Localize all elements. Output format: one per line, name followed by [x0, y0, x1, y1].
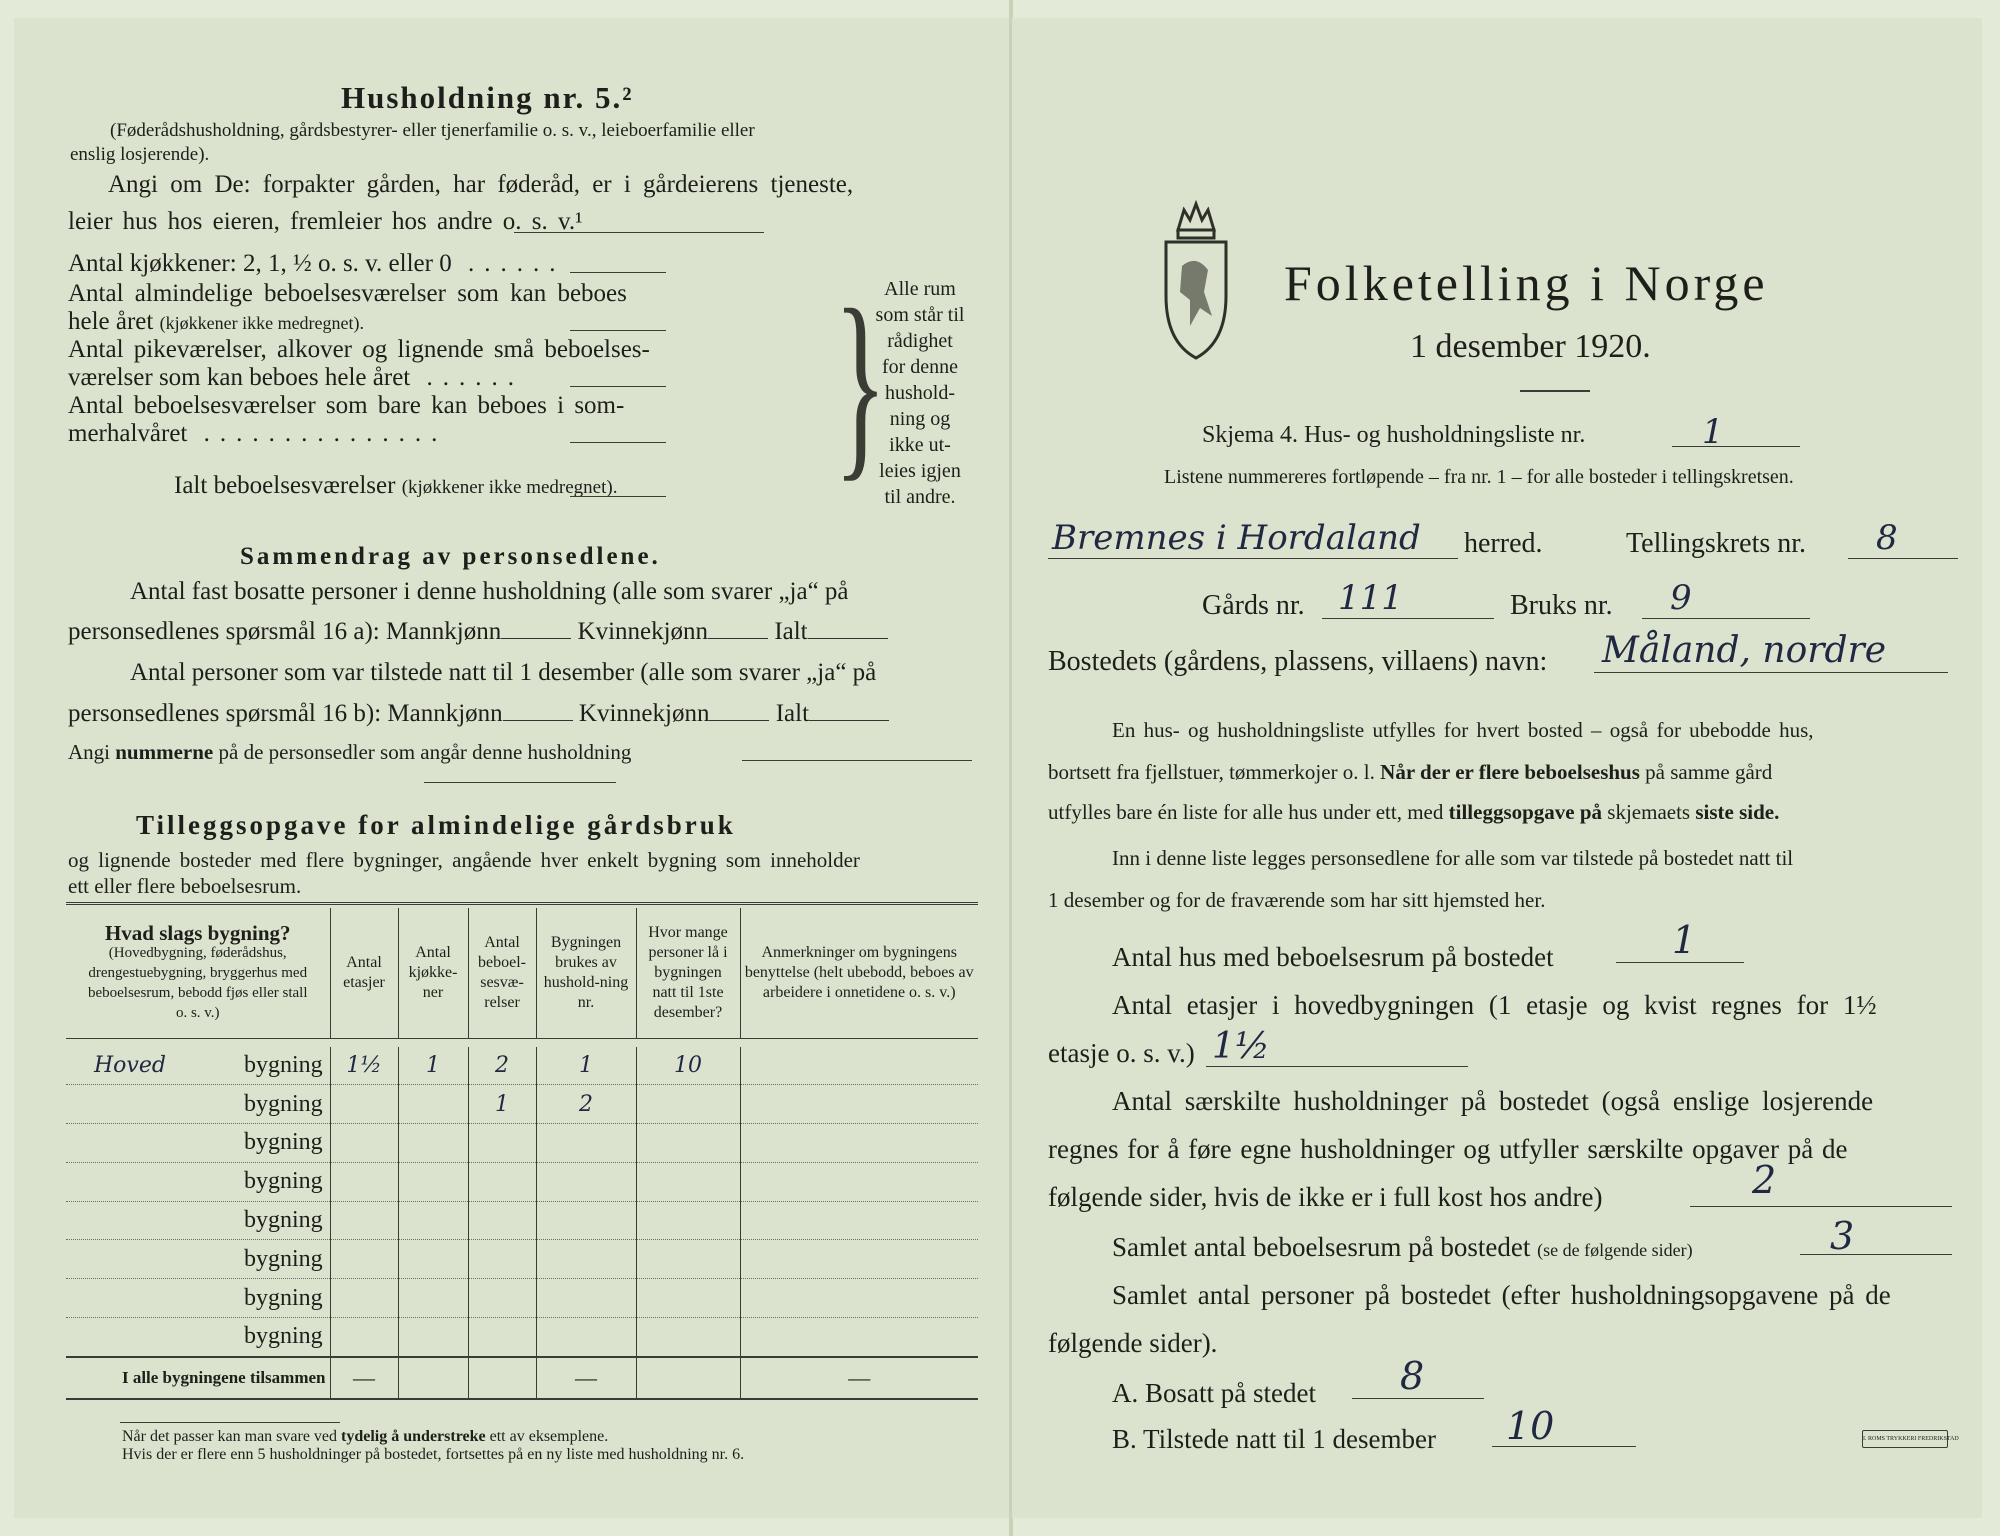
building-rooms-cell[interactable] — [468, 1240, 536, 1279]
household-note: (Føderådshusholdning, gårdsbestyrer- eller tjenerfamilie o. s. v., leieboerfamilie eller — [110, 120, 755, 141]
building-floors-cell[interactable] — [330, 1085, 398, 1124]
header-household: Bygningen brukes av hushold-ning nr. — [536, 908, 636, 1038]
instructions-2: bortsett fra fjellstuer, tømmerkojer o. l. Når der er flere beboelseshus på samme gård — [1048, 760, 1773, 784]
resident-value[interactable]: 8 — [1400, 1354, 1425, 1398]
building-rooms-cell[interactable] — [468, 1318, 536, 1357]
building-row — [66, 1047, 978, 1085]
total-rooms — [468, 1357, 536, 1399]
resident-persons: Antal fast bosatte personer i denne husholdning (alle som svarer „ja“ på — [130, 578, 849, 605]
building-kitchens-cell[interactable] — [398, 1162, 468, 1201]
printer-stamp: I. ROMS TRYKKERI FREDRIKSTAD — [1862, 1430, 1948, 1448]
building-type-cell[interactable] — [66, 1201, 330, 1240]
person-numbers: Angi nummerne på de personsedler som angår denne husholdning — [68, 740, 632, 764]
building-floors-cell[interactable] — [330, 1318, 398, 1357]
building-rooms-cell[interactable] — [468, 1201, 536, 1240]
households-label-2: regnes for å føre egne husholdninger og utfyller særskilte opgaver på de — [1048, 1134, 1848, 1164]
resident-persons-2: personsedlenes spørsmål 16 a): Mannkjønn Kvinnekjønn Ialt — [68, 618, 888, 646]
rooms-label: Samlet antal beboelsesrum på bostedet (se de følgende sider) — [1112, 1232, 1693, 1262]
floors-label: Antal etasjer i hovedbygningen (1 etasje og kvist regnes for 1½ — [1112, 990, 1877, 1020]
building-persons-cell[interactable] — [636, 1279, 740, 1318]
floors-value[interactable]: 1½ — [1212, 1026, 1270, 1067]
summer-rooms-label-2: merhalvåret ............... — [68, 420, 448, 447]
total-row-label: I alle bygningene tilsammen — [66, 1357, 330, 1399]
building-household-cell[interactable] — [536, 1124, 636, 1163]
building-type-value: Hoved — [94, 1052, 166, 1078]
building-suffix: bygning — [244, 1051, 323, 1078]
building-kitchens-cell[interactable] — [398, 1085, 468, 1124]
building-rooms-cell[interactable] — [468, 1124, 536, 1163]
building-remarks-cell[interactable] — [740, 1318, 978, 1357]
maid-rooms-label: Antal pikeværelser, alkover og lignende små beboelses- — [68, 336, 650, 363]
building-row — [66, 1279, 978, 1318]
building-suffix: bygning — [244, 1284, 323, 1311]
building-type-cell[interactable] — [66, 1047, 330, 1085]
footnote-2: Hvis der er flere enn 5 husholdninger på bostedet, fortsettes på en ny liste med husholdning nr. 6. — [122, 1446, 745, 1463]
rooms-value[interactable]: 3 — [1830, 1214, 1855, 1258]
building-floors-cell[interactable] — [330, 1240, 398, 1279]
households-label-3: følgende sider, hvis de ikke er i full kost hos andre) — [1048, 1182, 1603, 1212]
krets-label: Tellingskrets nr. — [1626, 528, 1807, 559]
schema-number[interactable]: 1 — [1702, 412, 1724, 452]
resident-label: A. Bosatt på stedet — [1112, 1378, 1316, 1408]
bruks-label: Bruks nr. — [1510, 590, 1613, 621]
side-note: Alle rum som står til rådighet for denne hushold- ning og ikke ut- leies igjen til andre. — [875, 278, 965, 508]
building-row — [66, 1124, 978, 1163]
houses-value[interactable]: 1 — [1672, 918, 1697, 962]
right-page — [1012, 18, 1982, 1518]
building-suffix: bygning — [244, 1207, 323, 1234]
census-date: 1 desember 1920. — [1410, 328, 1651, 365]
household-note-2: enslig losjerende). — [70, 144, 210, 165]
building-suffix: bygning — [244, 1129, 323, 1156]
household-title: Husholdning nr. 5.² — [341, 80, 634, 115]
total-floors: — — [330, 1357, 398, 1399]
building-rooms-cell[interactable] — [468, 1279, 536, 1318]
building-household-cell[interactable] — [536, 1318, 636, 1357]
gards-value[interactable]: 111 — [1338, 578, 1403, 618]
building-type-cell[interactable] — [66, 1085, 330, 1124]
supplement-desc: og lignende bosteder med flere bygninger, angående hver enkelt bygning som inneholder — [68, 848, 860, 872]
present-persons-2: personsedlenes spørsmål 16 b): Mannkjønn Kvinnekjønn Ialt — [68, 700, 889, 728]
building-remarks-cell[interactable] — [740, 1124, 978, 1163]
building-household-cell[interactable] — [536, 1201, 636, 1240]
krets-value[interactable]: 8 — [1876, 518, 1898, 558]
households-label: Antal særskilte husholdninger på bostedet (også enslige losjerende — [1112, 1086, 1874, 1116]
left-page — [14, 18, 1009, 1518]
building-row — [66, 1318, 978, 1357]
header-type: Hvad slags bygning? (Hovedbygning, føderådshus, drengestuebygning, bryggerhus med beboelsesrum, bebodd fjøs eller stall o. s. v.) — [66, 908, 330, 1038]
building-persons-cell[interactable] — [636, 1318, 740, 1357]
building-kitchens-cell[interactable] — [398, 1124, 468, 1163]
supplement-desc-2: ett eller flere beboelsesrum. — [68, 874, 302, 898]
building-rooms-cell[interactable] — [468, 1162, 536, 1201]
herred-value[interactable]: Bremnes i Hordaland — [1052, 518, 1421, 558]
list-note: Listene nummereres fortløpende – fra nr. 1 – for alle bosteder i tellingskretsen. — [1164, 466, 1794, 488]
building-remarks-cell[interactable] — [740, 1279, 978, 1318]
building-suffix: bygning — [244, 1168, 323, 1195]
building-persons-cell[interactable] — [636, 1124, 740, 1163]
building-kitchens-cell[interactable]: 1 — [398, 1047, 468, 1085]
households-value[interactable]: 2 — [1752, 1158, 1777, 1202]
building-persons-cell[interactable] — [636, 1240, 740, 1279]
building-persons-cell[interactable] — [636, 1201, 740, 1240]
building-suffix: bygning — [244, 1245, 323, 1272]
building-type-cell[interactable] — [66, 1162, 330, 1201]
bosted-label: Bostedets (gårdens, plassens, villaens) navn: — [1048, 646, 1548, 677]
building-household-cell[interactable] — [536, 1279, 636, 1318]
household-question-2: leier hus hos eieren, fremleier hos andre o. s. v.¹ — [68, 208, 583, 235]
schema-label: Skjema 4. Hus- og husholdningsliste nr. — [1202, 422, 1586, 448]
ordinary-rooms-label: Antal almindelige beboelsesværelser som kan beboes — [68, 280, 627, 307]
building-row — [66, 1085, 978, 1124]
ordinary-rooms-label-2: hele året (kjøkkener ikke medregnet). — [68, 308, 365, 335]
building-suffix: bygning — [244, 1090, 323, 1117]
building-remarks-cell[interactable] — [740, 1201, 978, 1240]
persons-label-2: følgende sider). — [1048, 1328, 1218, 1358]
building-persons-cell[interactable] — [636, 1085, 740, 1124]
floors-label-2: etasje o. s. v.) — [1048, 1038, 1195, 1068]
building-remarks-cell[interactable] — [740, 1162, 978, 1201]
building-type-cell[interactable] — [66, 1318, 330, 1357]
coat-of-arms-icon — [1160, 196, 1232, 364]
header-floors: Antal etasjer — [330, 908, 398, 1038]
header-kitchens: Antal kjøkke-ner — [398, 908, 468, 1038]
building-floors-cell[interactable]: 1½ — [330, 1047, 398, 1085]
total-persons — [636, 1357, 740, 1399]
building-kitchens-cell[interactable] — [398, 1201, 468, 1240]
building-floors-cell[interactable] — [330, 1124, 398, 1163]
building-remarks-cell[interactable] — [740, 1047, 978, 1085]
kitchens-label: Antal kjøkkener: 2, 1, ½ o. s. v. eller 0 ...... — [68, 250, 566, 277]
header-rooms: Antal beboel-sesvæ-relser — [468, 908, 536, 1038]
bruks-value[interactable]: 9 — [1670, 578, 1692, 618]
building-row — [66, 1240, 978, 1279]
total-remarks: — — [848, 1364, 871, 1390]
building-rooms-cell[interactable]: 1 — [468, 1085, 536, 1124]
building-persons-cell[interactable] — [636, 1162, 740, 1201]
building-persons-cell[interactable]: 10 — [636, 1047, 740, 1085]
total-household: — — [536, 1357, 636, 1399]
instructions-4: Inn i denne liste legges personsedlene for alle som var tilstede på bostedet natt til — [1112, 846, 1794, 870]
building-type-cell[interactable] — [66, 1279, 330, 1318]
summer-rooms-label: Antal beboelsesværelser som bare kan beboes i som- — [68, 392, 625, 419]
bosted-value[interactable]: Måland, nordre — [1602, 630, 1887, 671]
summary-heading: Sammendrag av personsedlene. — [240, 543, 661, 570]
building-floors-cell[interactable] — [330, 1162, 398, 1201]
total-kitchens — [398, 1357, 468, 1399]
building-type-cell[interactable] — [66, 1240, 330, 1279]
building-rooms-cell[interactable]: 2 — [468, 1047, 536, 1085]
buildings-table — [66, 908, 978, 1400]
building-remarks-cell[interactable] — [740, 1085, 978, 1124]
supplement-heading: Tilleggsopgave for almindelige gårdsbruk — [136, 810, 736, 840]
houses-label: Antal hus med beboelsesrum på bostedet — [1112, 942, 1554, 972]
building-type-cell[interactable] — [66, 1124, 330, 1163]
instructions-5: 1 desember og for de fraværende som har sitt hjemsted her. — [1048, 888, 1546, 912]
building-floors-cell[interactable] — [330, 1279, 398, 1318]
building-household-cell[interactable] — [536, 1240, 636, 1279]
footnote-1: Når det passer kan man svare ved tydelig å understreke ett av eksemplene. — [122, 1428, 609, 1445]
building-household-cell[interactable] — [536, 1162, 636, 1201]
building-remarks-cell[interactable] — [740, 1240, 978, 1279]
persons-label: Samlet antal personer på bostedet (efter husholdningsopgavene på de — [1112, 1280, 1891, 1310]
building-kitchens-cell[interactable] — [398, 1279, 468, 1318]
household-question: Angi om De: forpakter gården, har føderåd, er i gårdeierens tjeneste, — [108, 171, 854, 198]
maid-rooms-label-2: værelser som kan beboes hele året ...... — [68, 364, 524, 391]
gards-label: Gårds nr. — [1202, 590, 1305, 621]
present-persons: Antal personer som var tilstede natt til 1 desember (alle som svarer „ja“ på — [130, 659, 877, 686]
header-persons: Hvor mange personer lå i bygningen natt til 1ste desember? — [636, 908, 740, 1038]
building-household-cell[interactable]: 1 — [536, 1047, 636, 1085]
building-household-cell[interactable]: 2 — [536, 1085, 636, 1124]
instructions-1: En hus- og husholdningsliste utfylles for hvert bosted – også for ubebodde hus, — [1112, 718, 1814, 742]
building-floors-cell[interactable] — [330, 1201, 398, 1240]
present-value[interactable]: 10 — [1506, 1404, 1555, 1448]
building-kitchens-cell[interactable] — [398, 1318, 468, 1357]
building-row — [66, 1162, 978, 1201]
instructions-3: utfylles bare én liste for alle hus under ett, med tilleggsopgave på skjemaets siste side. — [1048, 800, 1780, 824]
building-row — [66, 1201, 978, 1240]
total-rooms-label: Ialt beboelsesværelser (kjøkkener ikke medregnet). — [174, 472, 618, 499]
building-kitchens-cell[interactable] — [398, 1240, 468, 1279]
present-label: B. Tilstede natt til 1 desember — [1112, 1424, 1436, 1454]
herred-label: herred. — [1464, 528, 1543, 559]
brace: } — [834, 266, 887, 499]
census-title: Folketelling i Norge — [1284, 255, 1769, 311]
building-suffix: bygning — [244, 1323, 323, 1350]
header-remarks: Anmerkninger om bygningens benyttelse (helt ubebodd, beboes av arbeidere i onnetidene o. s. v.) — [744, 943, 974, 1001]
